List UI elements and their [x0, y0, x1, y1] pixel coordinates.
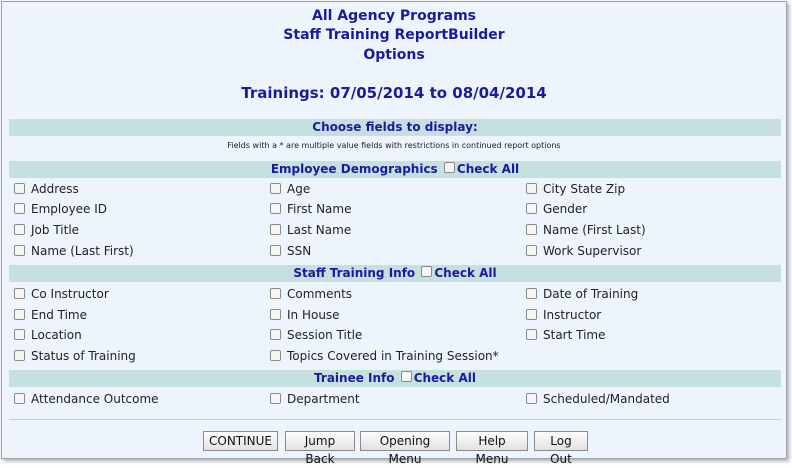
field-option[interactable]: End Time [14, 305, 87, 325]
check-all-label: Check All [456, 162, 520, 176]
field-row [2, 389, 786, 409]
continue-button[interactable]: CONTINUE [203, 431, 278, 451]
help-menu-button[interactable]: Help Menu [456, 431, 528, 451]
report-options-panel [1, 1, 787, 466]
check-all-checkbox-employee[interactable] [444, 162, 455, 173]
field-option[interactable]: Comments [270, 284, 352, 304]
field-option[interactable]: Age [270, 179, 310, 199]
field-row [2, 179, 786, 199]
field-checkbox[interactable] [526, 203, 537, 214]
field-option[interactable]: Work Supervisor [526, 241, 641, 261]
field-option[interactable]: Employee ID [14, 199, 107, 219]
jump-back-button[interactable]: Jump Back [285, 431, 355, 451]
field-option[interactable]: Attendance Outcome [14, 389, 159, 409]
field-checkbox[interactable] [14, 224, 25, 235]
field-option[interactable]: In House [270, 305, 340, 325]
field-option[interactable]: Status of Training [14, 346, 136, 366]
field-row [2, 241, 786, 261]
field-row [2, 199, 786, 219]
field-row [2, 325, 786, 345]
field-checkbox[interactable] [526, 309, 537, 320]
date-range-heading: Trainings: 07/05/2014 to 08/04/2014 [241, 84, 547, 102]
field-checkbox[interactable] [270, 245, 281, 256]
field-option[interactable]: Last Name [270, 220, 351, 240]
field-option[interactable]: Scheduled/Mandated [526, 389, 670, 409]
section-title: Staff Training Info [293, 266, 416, 280]
field-option[interactable]: Location [14, 325, 82, 345]
section-header-trainee [9, 370, 781, 387]
section-title: Trainee Info [314, 371, 395, 385]
multi-value-note: Fields with a * are multiple value fields with restrictions in continued report options [227, 141, 561, 150]
field-checkbox[interactable] [526, 245, 537, 256]
field-option[interactable]: Session Title [270, 325, 362, 345]
field-checkbox[interactable] [14, 393, 25, 404]
field-checkbox[interactable] [14, 329, 25, 340]
field-row [2, 284, 786, 304]
field-option[interactable]: SSN [270, 241, 311, 261]
field-checkbox[interactable] [526, 183, 537, 194]
section-header-employee [9, 161, 781, 178]
field-checkbox[interactable] [270, 393, 281, 404]
field-option[interactable]: Instructor [526, 305, 601, 325]
field-checkbox[interactable] [526, 393, 537, 404]
field-checkbox[interactable] [270, 224, 281, 235]
divider [9, 419, 781, 420]
field-checkbox[interactable] [14, 203, 25, 214]
field-checkbox[interactable] [14, 350, 25, 361]
field-option[interactable]: Name (Last First) [14, 241, 134, 261]
field-option[interactable]: City State Zip [526, 179, 625, 199]
page-title-report: Staff Training ReportBuilder [283, 27, 505, 43]
field-option[interactable]: Name (First Last) [526, 220, 646, 240]
field-checkbox[interactable] [270, 203, 281, 214]
field-checkbox[interactable] [270, 183, 281, 194]
field-option[interactable]: Start Time [526, 325, 606, 345]
field-option[interactable]: Job Title [14, 220, 79, 240]
section-header-training [9, 265, 781, 282]
check-all-checkbox-trainee[interactable] [401, 371, 412, 382]
field-row [2, 220, 786, 240]
field-checkbox[interactable] [526, 224, 537, 235]
field-checkbox[interactable] [270, 350, 281, 361]
field-option[interactable]: Address [14, 179, 79, 199]
field-option[interactable]: Department [270, 389, 360, 409]
page-title-agency: All Agency Programs [311, 8, 476, 24]
field-checkbox[interactable] [270, 288, 281, 299]
field-row [2, 305, 786, 325]
field-option[interactable]: Co Instructor [14, 284, 109, 304]
field-option[interactable]: Topics Covered in Training Session* [270, 346, 499, 366]
check-all-label: Check All [434, 266, 497, 280]
field-checkbox[interactable] [526, 329, 537, 340]
field-checkbox[interactable] [270, 329, 281, 340]
opening-menu-button[interactable]: Opening Menu [360, 431, 450, 451]
field-checkbox[interactable] [270, 309, 281, 320]
log-out-button[interactable]: Log Out [534, 431, 588, 451]
button-bar [2, 431, 786, 466]
field-option[interactable]: Gender [526, 199, 587, 219]
field-checkbox[interactable] [526, 288, 537, 299]
field-checkbox[interactable] [14, 245, 25, 256]
field-row [2, 346, 786, 366]
field-checkbox[interactable] [14, 309, 25, 320]
choose-fields-header: Choose fields to display: [9, 119, 781, 136]
check-all-label: Check All [413, 371, 476, 385]
field-checkbox[interactable] [14, 288, 25, 299]
field-checkbox[interactable] [14, 183, 25, 194]
section-title: Employee Demographics [270, 162, 438, 176]
field-option[interactable]: Date of Training [526, 284, 638, 304]
page-title-options: Options [363, 47, 425, 63]
check-all-checkbox-training[interactable] [421, 266, 432, 277]
field-option[interactable]: First Name [270, 199, 351, 219]
